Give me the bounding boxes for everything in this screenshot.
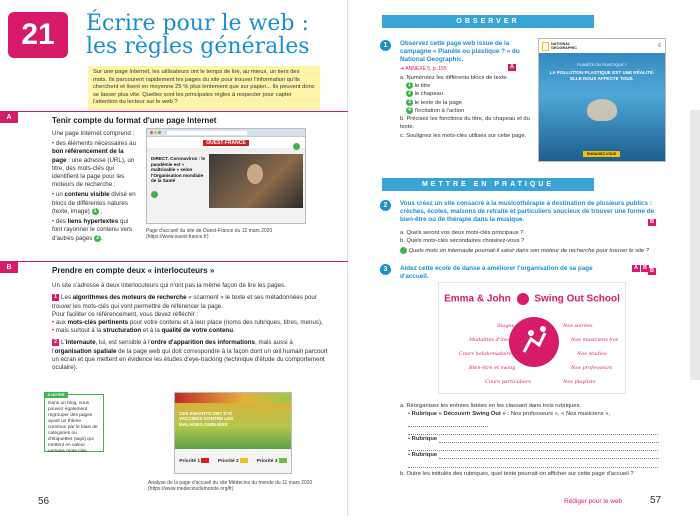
question-3-number: 3 — [380, 264, 391, 275]
school-header — [439, 293, 625, 305]
dancer-logo-icon — [517, 293, 529, 305]
ouest-france-logo: OUEST-FRANCE — [203, 140, 248, 146]
section-b-title: Prendre en compte deux « interlocuteurs » — [52, 266, 215, 275]
title-line-1: Écrire pour le web : — [86, 11, 309, 36]
engage-button[interactable]: ENGAGEZ-VOUS — [583, 151, 620, 157]
heatmap-headline: CES ENFANTS ONT ÉTÉ VACCINÉS CONTRE LES MALADIES OUBLIÉES — [179, 411, 234, 427]
q1-b: b. Précisez les fonctions du titre, du chapeau et du texte. — [400, 116, 530, 131]
of-photo — [209, 154, 303, 208]
school-name-left: Emma & John — [444, 293, 511, 305]
of-header — [147, 137, 305, 148]
section-b-li-1: • aux mots-clés pertinents pour votre contenu et à leur place (noms des rubriques, titres, menus), — [52, 318, 323, 326]
browser-bar — [147, 129, 305, 137]
section-a-caption: Page d'accueil du site de Ouest-France du 12 mars 2020 (https://www.ouest-france.fr) — [146, 228, 273, 241]
section-a-text — [52, 130, 138, 243]
q1-item-1: 1 le titre — [400, 82, 530, 90]
q1-item-4: 4 l'incitation à l'action — [400, 107, 530, 115]
link-modalites[interactable]: Modalités d'inscription — [469, 337, 528, 343]
note-label: À NOTER — [44, 392, 68, 398]
q2-b: b. Quels mots-clés secondaires choisirez-vous ? — [400, 238, 525, 245]
priority-1: Priorité 1 — [179, 458, 209, 464]
q3-rubrique-3: • Rubrique — [400, 451, 670, 459]
note-text: Dans un blog, vous pouvez également regrouper des pages ayant un thème commun par le biais de catégories ou d'étiquettes (tags) qui mettent en valeur certains mots-clés. — [48, 401, 98, 454]
school-name-right: Swing Out School — [534, 293, 620, 305]
marker-1: 1 — [92, 208, 99, 215]
link-cours-particuliers[interactable]: Cours particuliers — [485, 379, 531, 385]
q3-tag-a: A — [634, 265, 638, 271]
question-3: Aidez cette école de danse à améliorer l'organisation de sa page d'accueil. — [400, 265, 593, 280]
link-studios[interactable]: Nos studios — [577, 351, 607, 357]
section-b-tag: B — [0, 262, 18, 273]
swing-school-page — [438, 282, 626, 394]
ouest-france-screenshot — [146, 128, 306, 224]
q2-hint-tag: B — [650, 268, 654, 274]
natgeo-subtitle: PLANÈTE OU PLASTIQUE ? — [577, 63, 627, 67]
link-soirees[interactable]: Nos soirées — [563, 323, 593, 329]
diver-figure — [587, 99, 617, 121]
of-headline: DIRECT. Coronavirus : le pandémie est « maîtrisable » selon l'Organisation mondiale de la Santé — [151, 156, 206, 184]
section-b-text — [52, 282, 330, 372]
question-2-number: 2 — [380, 200, 391, 211]
natgeo-screenshot — [538, 38, 666, 162]
marker-2-icon — [293, 143, 299, 149]
section-b-li-2: • mais surtout à la structuration et à la qualité de votre contenu. — [52, 327, 235, 335]
page-number-right: 57 — [650, 495, 662, 506]
q2-hint: Quels mots un internaute pourrait-il saisir dans son moteur de recherche pour trouver le site ? — [400, 247, 660, 255]
link-professeurs[interactable]: Nos professeurs — [571, 365, 613, 371]
q1-a: a. Numérotez les différents blocs de texte. — [400, 75, 509, 81]
annexe-ref: ➔ ANNEXE 5, p. 155 — [400, 66, 447, 72]
q1-item-2: 2 le chapeau — [400, 90, 530, 98]
question-2-parts — [400, 229, 660, 256]
link-musiciens[interactable]: Nos musiciens live — [571, 337, 619, 343]
link-bien-etre[interactable]: Bien-être et swing — [469, 365, 516, 371]
section-b-rule — [0, 261, 348, 262]
q3-rubrique-1-line — [400, 427, 670, 435]
priority-3: Priorité 3 — [257, 458, 287, 464]
question-2-tag: B — [650, 219, 654, 225]
q3-tag-b: B — [642, 265, 647, 271]
section-a-bullet-2: • un contenu visible divisé en blocs de différentes natures (texte, image) 1 ; — [52, 191, 136, 215]
q3-rubrique-3-line — [400, 459, 670, 467]
pratique-banner: METTRE EN PRATIQUE — [382, 178, 594, 191]
section-a-bullet-3: • des liens hypertextes qui font rayonner le contenu vers d'autres pages 2 . — [52, 218, 133, 242]
section-a-tag: A — [0, 112, 18, 123]
intro-box: Sur une page Internet, les utilisateurs ont le temps de lire, au mieux, un tiers des mots. Ils parcourent rapidement les pages du site pour trouver l'information qu'ils cherchent et lisent en moyenne 25 % plus lentement que sur papier... Ils peuvent donc se lasser plus vite. Quelles sont les principales règles à respecter pour capter l'attention du lecteur sur le web ? — [88, 66, 320, 110]
marker-2: 2 — [94, 235, 101, 242]
natgeo-headline: LA POLLUTION PLASTIQUE EST UNE RÉALITÉ. ELLE NOUS AFFECTE TOUS. — [549, 70, 655, 81]
section-b-caption: Analyse de la page d'accueil du site Médecins du monde du 11 mars 2020 (https://www.medecinsdumonde.org/fr) — [148, 480, 313, 493]
link-playlists[interactable]: Nos playlists — [563, 379, 596, 385]
q3-b: b. Outre les intitulés des rubriques, quel texte pourrait-on afficher sur cette page d'accueil ? — [400, 470, 634, 477]
link-stages[interactable]: Stages — [497, 323, 515, 329]
section-a-rule — [0, 111, 348, 112]
question-1-parts — [400, 74, 530, 140]
question-1: Observez cette page web issue de la campagne « Planète ou plastique ? » du National Geographic. — [400, 40, 520, 63]
natgeo-logo: NATIONAL GEOGRAPHIC — [551, 41, 577, 50]
section-b-point-1: 1 Les algorithmes des moteurs de recherche « scannent » le texte et ses métadonnées pour trouver les mots-clés qui vont permettre de référencer la page. — [52, 294, 317, 310]
question-1-tag: A — [510, 64, 514, 70]
section-a-title: Tenir compte du format d'une page Internet — [52, 116, 217, 125]
q2-a: a. Quels seront vos deux mots-clés principaux ? — [400, 230, 524, 236]
section-a-intro: Une page Internet comprend : — [52, 130, 135, 137]
observer-banner: OBSERVER — [382, 15, 594, 28]
title-line-2: les règles générales — [86, 34, 310, 59]
question-3-parts — [400, 402, 670, 478]
page-number-left: 56 — [38, 496, 50, 507]
note-box — [44, 394, 104, 452]
section-b-point-2: 2 L'internaute, lui, est sensible à l'ordre d'apparition des informations, mais aussi à l'organisation spatiale de la page web qui doit correspondre à la façon dont un œil humain parcourt un écran et que mettent en évidence les études d'eye-tracking (technique d'étude du comportement oculaire). — [52, 339, 328, 372]
marker-1-icon — [151, 191, 158, 198]
hint-icon — [400, 247, 407, 254]
question-1-number: 1 — [380, 40, 391, 51]
right-page — [352, 0, 700, 516]
q1-item-3: 3 le texte de la page — [400, 99, 530, 107]
section-b-point-1-line2: Pour faciliter ce référencement, vous devez réfléchir : — [52, 310, 199, 318]
page-title — [86, 12, 310, 58]
left-page — [0, 0, 348, 516]
section-a-bullet-1: • des éléments nécessaires au bon référencement de la page : une adresse (URL), un titre, des mots-clés qui identifient la page pour les moteurs de recherche ; — [52, 140, 137, 189]
q3-rubrique-2-line — [400, 443, 670, 451]
question-3-tags — [632, 265, 649, 272]
priority-legend — [175, 449, 291, 473]
question-2: Vous créez un site consacré à la musicothérapie à destination de plusieurs publics : crèches, écoles, maisons de retraite et particuliers soucieux de trouver une forme de bien-être ou de thérapie dans la musique. — [400, 200, 655, 223]
section-b-intro: Un site s'adresse à deux interlocuteurs qui n'ont pas la même façon de lire les pages. — [52, 282, 286, 289]
q1-c: c. Soulignez les mots-clés utilisés sur cette page. — [400, 132, 527, 139]
footer-label: Rédiger pour le web — [564, 498, 623, 505]
priority-2: Priorité 2 — [218, 458, 248, 464]
chapter-number: 21 — [8, 12, 68, 58]
q3-rubrique-2: • Rubrique — [400, 435, 670, 443]
link-cours-hebdo[interactable]: Cours hebdomadaires — [459, 351, 515, 357]
heatmap-screenshot — [174, 392, 292, 474]
natgeo-frame-icon — [542, 42, 549, 51]
menu-icon: ≡ — [657, 43, 661, 49]
q3-a: a. Réorganisez les entrées listées en les classant dans trois rubriques. — [400, 403, 582, 409]
q3-rubrique-1: • Rubrique « Découvrir Swing Out » : Nos professeurs », « Nos musiciens », — [400, 410, 670, 426]
